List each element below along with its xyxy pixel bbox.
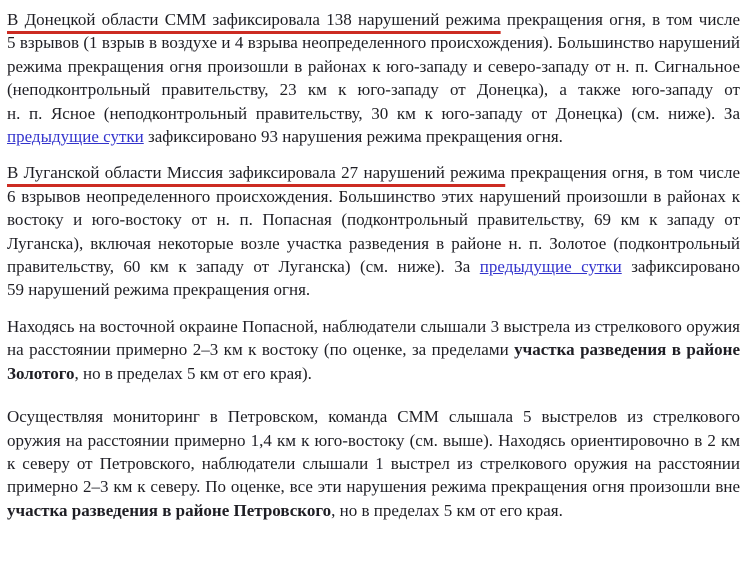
text-run: зафиксировано 93 нарушения режима прекращения огня. [143,127,563,147]
text-run: Находясь на восточной окраине Попасной, наблюдатели слышали 3 выстрела из стрелкового оружия на расстоянии примерно 2–3 км к востоку (по оценке, за пределами [7,316,740,360]
paragraph [7,405,740,522]
text-run: Осуществляя мониторинг в Петровском, команда СММ слышала 5 выстрелов из стрелкового оружия на расстоянии примерно 1,4 км к юго-востоку (см. выше). Находясь ориентировочно в 2 км к северу от Петровского, наблюдатели слышали 1 выстрел из стрелкового оружия на расстоянии примерно 2–3 км к северу. По оценке, все эти нарушения режима прекращения огня произошли вне [7,407,740,497]
previous-day-report-link[interactable]: предыдущие сутки [479,257,622,277]
report-text-body [7,8,740,522]
red-underlined-annotation-text: В Донецкой области СММ зафиксировала 138 нарушений режима [7,10,501,29]
text-run: зафиксировано 59 нарушений режима прекращения огня. [7,257,740,300]
paragraph [7,8,740,148]
text-run: прекращения огня, в том числе 6 взрывов неопределенного происхождения. Большинство этих нарушений произошли в районах к востоку и юго-востоку от н. п. Попасная (подконтрольный правительству, 69 км к западу от Луганска), включая некоторые возле участка разведения в районе н. п. Золотое (подконтрольный правительству, 60 км к западу от Луганска) (см. ниже). За [7,163,740,277]
disengagement-area-bold-text: участка разведения в районе Золотого [7,340,740,383]
paragraph [7,161,740,301]
text-run: прекращения огня, в том числе 5 взрывов (1 взрыв в воздухе и 4 взрыва неопределенного происхождения). Большинство нарушений режима прекращения огня произошли в районах к юго-западу и северо-западу от н. п. Сигнальное (неподконтрольный правительству, 23 км к юго-западу от Донецка), а также юго-западу от н. п. Ясное (неподконтрольный правительству, 30 км к юго-западу от Донецка) (см. ниже). За [7,10,740,123]
text-run: , но в пределах 5 км от его края). [74,363,312,383]
text-run: , но в пределах 5 км от его края. [331,500,563,520]
red-underlined-annotation-text: В Луганской области Миссия зафиксировала 27 нарушений режима [7,163,506,183]
previous-day-report-link[interactable]: предыдущие сутки [7,127,144,147]
paragraph [7,315,740,385]
disengagement-area-bold-text: участка разведения в районе Петровского [7,500,332,520]
